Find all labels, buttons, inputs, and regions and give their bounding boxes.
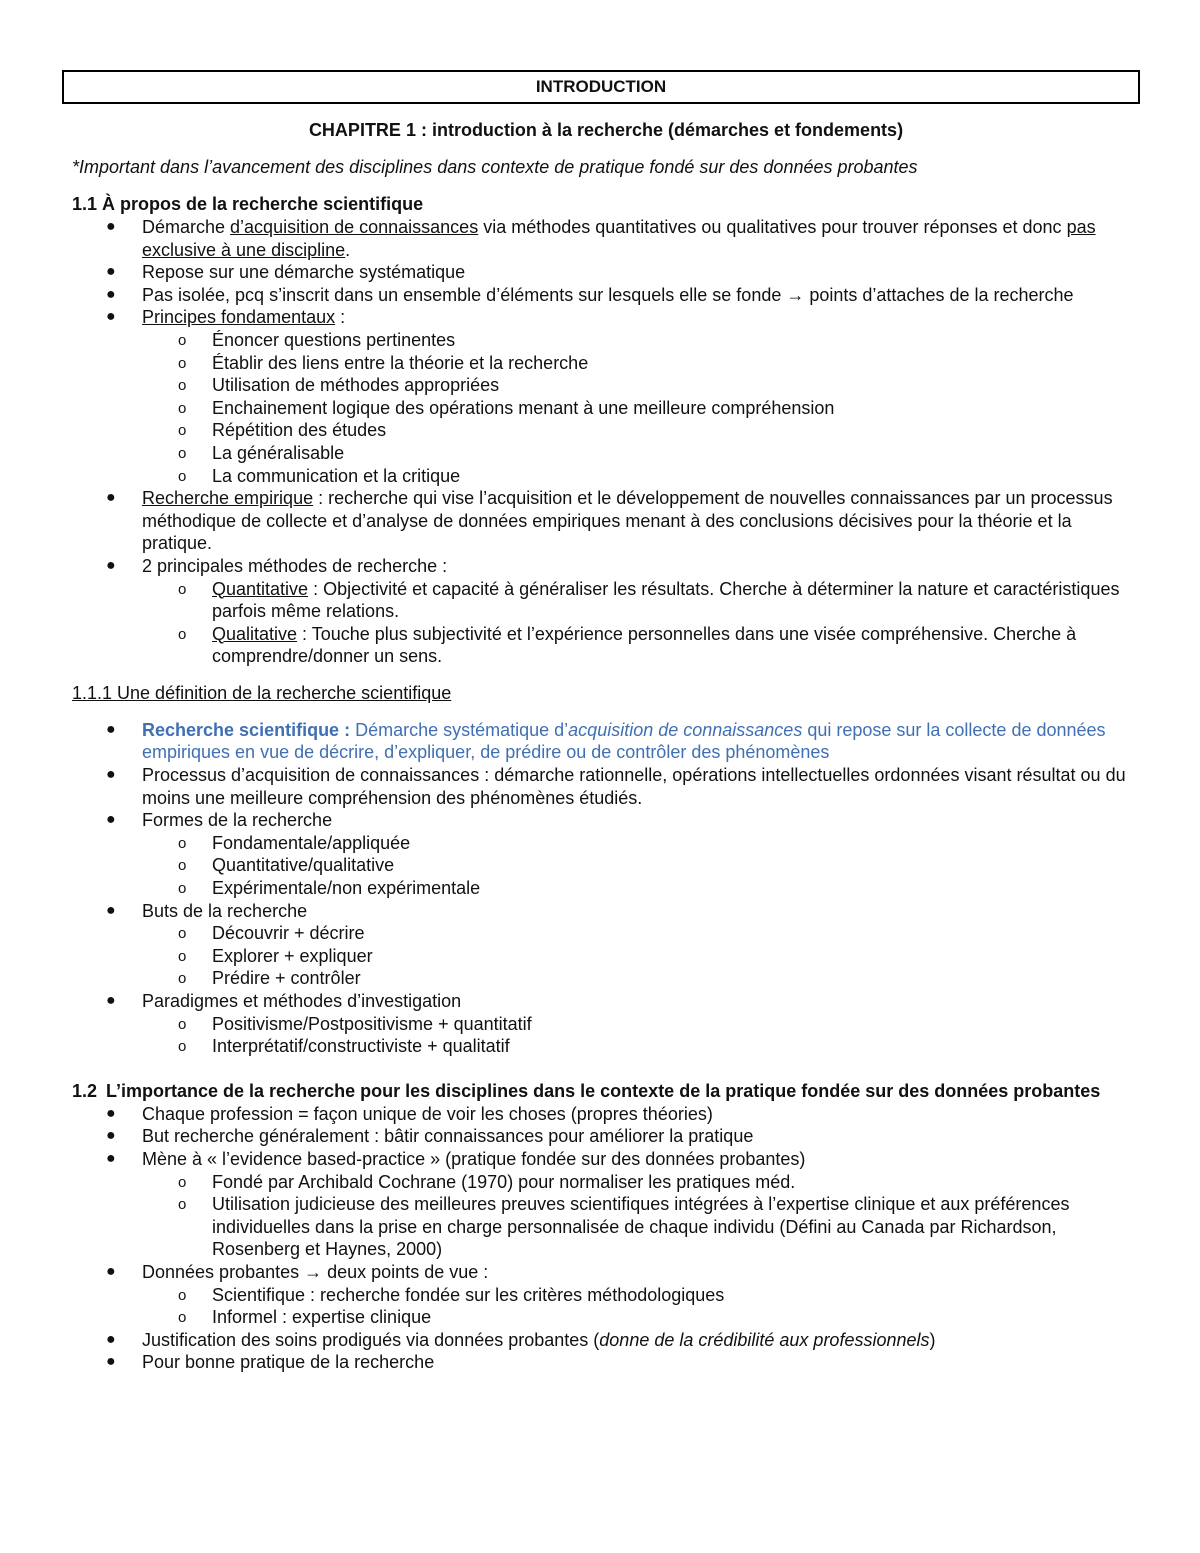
bullet-icon: ● [106,489,116,507]
sub-list-item: o Enchainement logique des opérations menant à une meilleure compréhension [178,397,835,418]
bullet-icon: ● [106,556,116,574]
bullet-icon: ● [106,720,116,738]
sub-list-item: o Énoncer questions pertinentes [178,329,456,350]
sub-list-item: o Interprétatif/constructiviste + qualitatif [178,1036,510,1057]
section-1-1-heading: 1.1 À propos de la recherche scientifique [72,194,424,214]
sub-list-item: o Qualitative : Touche plus subjectivité et l’expérience personnelles dans une visée compréhensive. Cherche à comprendre/donner un sens. [178,623,1077,667]
list-item: ● Pour bonne pratique de la recherche [106,1352,435,1373]
sub-list-item: o Expérimentale/non expérimentale [178,878,481,899]
sub-list-item: o La communication et la critique [178,465,461,486]
sub-list-item: o Informel : expertise clinique [178,1307,432,1328]
section-1-1-list [72,216,1140,668]
sub-list-item: o Positivisme/Postpositivisme + quantitatif [178,1013,532,1034]
bullet-icon: ● [106,263,116,281]
arrow-icon: → [304,1261,323,1282]
bullet-icon: ● [106,901,116,919]
list-item: ● Formes de la recherche [106,810,333,831]
list-item: ● Mène à « l’evidence based-practice » (pratique fondée sur des données probantes) [106,1148,806,1169]
bullet-icon: ● [106,766,116,784]
bullet-icon: ● [106,992,116,1009]
list-item: ● Chaque profession = façon unique de voir les choses (propres théories) [106,1103,713,1124]
list-item: ● Paradigmes et méthodes d’investigation [106,991,462,1011]
sub-list-item: o Fondé par Archibald Cochrane (1970) pour normaliser les pratiques méd. [178,1171,796,1192]
list-item: ● Principes fondamentaux : [106,307,346,328]
section-1-1-1-list [72,719,1140,1058]
list-item: ● Démarche d’acquisition de connaissances via méthodes quantitatives ou qualitatives pour trouver réponses et donc pas exclusive à une discipline. [106,217,1096,260]
section-1-2-list [72,1103,1140,1374]
arrow-icon: → [786,284,805,305]
list-item: ● Repose sur une démarche systématique [106,262,466,283]
sub-list-item: o Découvrir + décrire [178,923,365,944]
list-item: ● Pas isolée, pcq s’inscrit dans un ensemble d’éléments sur lesquels elle se fonde → points d’attaches de la recherche [106,284,1074,305]
bullet-icon: ● [106,811,116,829]
section-1-2-heading: 1.2 L’importance de la recherche pour les disciplines dans le contexte de la pratique fondée sur des données probantes [72,1080,1101,1101]
bullet-icon: ● [106,1330,116,1348]
list-item: ● Recherche scientifique : Démarche systématique d’acquisition de connaissances qui repose sur la collecte de données empiriques en vue de décrire, d’expliquer, de prédire ou de contrôler des phénomènes [106,719,1106,763]
page-title: INTRODUCTION [62,70,1140,104]
list-item: ● Recherche empirique : recherche qui vise l’acquisition et le développement de nouvelles connaissances par un processus méthodique de collecte et d’analyse de données empiriques menant à des conclusions décisives pour la théorie et la pratique. [106,488,1113,554]
bullet-icon: ● [106,308,116,326]
intro-note: *Important dans l’avancement des disciplines dans contexte de pratique fondé sur des données probantes [72,157,918,177]
sub-list-item: o Établir des liens entre la théorie et la recherche [178,352,589,373]
sub-list-item: o Quantitative : Objectivité et capacité à généraliser les résultats. Cherche à déterminer la nature et caractéristiques parfois même relations. [178,578,1120,622]
bullet-icon: ● [106,218,116,235]
list-item: ● Justification des soins prodigués via données probantes (donne de la crédibilité aux professionnels) [106,1329,936,1350]
sub-list-item: o Scientifique : recherche fondée sur les critères méthodologiques [178,1284,725,1305]
section-1-1-1-heading: 1.1.1 Une définition de la recherche scientifique [72,682,452,703]
bullet-icon: ● [106,1149,116,1167]
bullet-icon: ● [106,1262,116,1280]
list-item: ● Buts de la recherche [106,900,308,921]
sub-list-item: o Explorer + expliquer [178,945,373,966]
list-item: ● But recherche généralement : bâtir connaissances pour améliorer la pratique [106,1126,754,1147]
bullet-icon: ● [106,1353,116,1371]
document-page [72,70,1140,1374]
bullet-icon: ● [106,1104,116,1122]
sub-list-item: o Quantitative/qualitative [178,855,395,876]
list-item: ● Données probantes → deux points de vue : [106,1261,489,1282]
sub-list-item: o Utilisation de méthodes appropriées [178,375,500,396]
list-item: ● 2 principales méthodes de recherche : [106,555,448,576]
sub-list-item: o Prédire + contrôler [178,968,361,989]
chapter-heading: CHAPITRE 1 : introduction à la recherche (démarches et fondements) [308,120,904,140]
list-item: ● Processus d’acquisition de connaissances : démarche rationnelle, opérations intellectuelles ordonnées visant résultat ou du moins une meilleure compréhension des phénomènes étudiés. [106,765,1126,808]
sub-list-item: o La généralisable [178,442,345,463]
sub-list-item: o Répétition des études [178,420,387,441]
sub-list-item: o Fondamentale/appliquée [178,832,411,853]
bullet-icon: ● [106,1127,116,1145]
bullet-icon: ● [106,285,116,303]
sub-list-item: o Utilisation judicieuse des meilleures preuves scientifiques intégrées à l’expertise clinique et aux préférences individuelles dans la prise en charge personnalisée de chaque individu (Défini au Canada par Richardson, Rosenberg et Haynes, 2000) [178,1194,1070,1260]
